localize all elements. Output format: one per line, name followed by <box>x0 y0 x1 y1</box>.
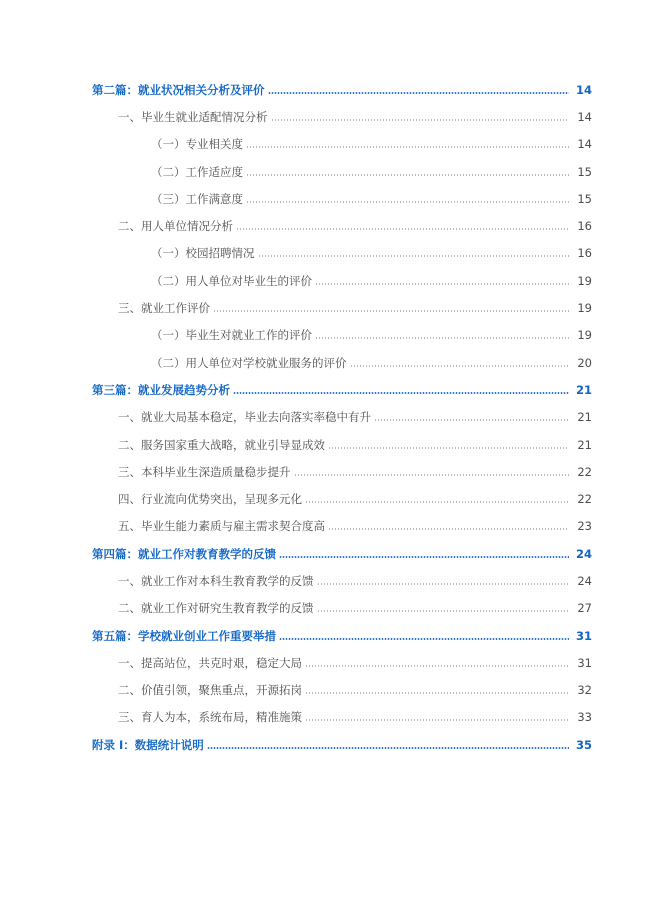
toc-page-number: 31 <box>577 655 592 670</box>
dot-leader <box>271 119 570 121</box>
dot-leader <box>317 610 570 612</box>
toc-entry-title: 一、就业工作对本科生教育教学的反馈 <box>118 573 314 588</box>
toc-page-number: 33 <box>577 710 592 725</box>
toc-part-heading[interactable] <box>0 376 662 403</box>
dot-leader <box>317 583 570 585</box>
toc-page-number: 23 <box>577 519 592 534</box>
toc-entry-title: （一）校园招聘情况 <box>151 246 255 261</box>
toc-entry-title: （三）工作满意度 <box>151 191 243 206</box>
toc-entry-title: （二）用人单位对毕业生的评价 <box>151 273 312 288</box>
toc-subsection-entry[interactable] <box>0 349 662 376</box>
toc-entry-title: 五、毕业生能力素质与雇主需求契合度高 <box>118 519 325 534</box>
toc-page-number: 15 <box>577 164 592 179</box>
toc-section-entry[interactable] <box>0 595 662 622</box>
toc-page-number: 16 <box>577 219 592 234</box>
toc-part-heading[interactable] <box>0 731 662 758</box>
toc-page-number: 24 <box>577 573 592 588</box>
toc-subsection-entry[interactable] <box>0 240 662 267</box>
toc-entry-title: 第三篇：就业发展趋势分析 <box>92 382 230 397</box>
dot-leader <box>328 528 569 530</box>
toc-page-number: 14 <box>577 137 592 152</box>
table-of-contents <box>0 76 662 758</box>
toc-entry-title: （二）用人单位对学校就业服务的评价 <box>151 355 347 370</box>
toc-entry-title: 二、服务国家重大战略，就业引导显成效 <box>118 437 325 452</box>
toc-section-entry[interactable] <box>0 704 662 731</box>
toc-entry-title: （二）工作适应度 <box>151 164 243 179</box>
toc-subsection-entry[interactable] <box>0 185 662 212</box>
dot-leader <box>305 665 569 667</box>
toc-page-number: 15 <box>577 191 592 206</box>
toc-section-entry[interactable] <box>0 404 662 431</box>
toc-section-entry[interactable] <box>0 649 662 676</box>
toc-entry-title: 第四篇：就业工作对教育教学的反馈 <box>92 546 276 561</box>
toc-entry-title: 第二篇：就业状况相关分析及评价 <box>92 82 265 97</box>
toc-subsection-entry[interactable] <box>0 131 662 158</box>
dot-leader <box>350 365 570 367</box>
toc-entry-title: 第五篇：学校就业创业工作重要举措 <box>92 628 276 643</box>
toc-entry-title: 一、就业大局基本稳定，毕业去向落实率稳中有升 <box>118 410 371 425</box>
toc-entry-title: 三、本科毕业生深造质量稳步提升 <box>118 464 291 479</box>
toc-page-number: 31 <box>575 628 592 643</box>
toc-entry-title: 三、育人为本，系统布局，精准施策 <box>118 710 302 725</box>
toc-page-number: 14 <box>577 109 592 124</box>
dot-leader <box>315 283 569 285</box>
dot-leader <box>294 474 570 476</box>
dot-leader <box>279 638 569 640</box>
toc-page-number: 20 <box>577 355 592 370</box>
dot-leader <box>305 692 569 694</box>
toc-section-entry[interactable] <box>0 513 662 540</box>
dot-leader <box>268 92 570 94</box>
toc-page-number: 22 <box>577 492 592 507</box>
toc-page-number: 24 <box>575 546 592 561</box>
toc-section-entry[interactable] <box>0 103 662 130</box>
dot-leader <box>246 201 569 203</box>
toc-section-entry[interactable] <box>0 485 662 512</box>
toc-entry-title: （一）专业相关度 <box>151 137 243 152</box>
dot-leader <box>305 719 569 721</box>
toc-entry-title: 二、价值引领，聚焦重点，开源拓岗 <box>118 683 302 698</box>
toc-page-number: 27 <box>577 601 592 616</box>
toc-entry-title: 三、就业工作评价 <box>118 301 210 316</box>
dot-leader <box>328 447 569 449</box>
dot-leader <box>315 337 569 339</box>
toc-section-entry[interactable] <box>0 431 662 458</box>
toc-section-entry[interactable] <box>0 458 662 485</box>
toc-entry-title: （一）毕业生对就业工作的评价 <box>151 328 312 343</box>
dot-leader <box>236 228 569 230</box>
toc-entry-title: 二、用人单位情况分析 <box>118 219 233 234</box>
dot-leader <box>374 419 569 421</box>
toc-section-entry[interactable] <box>0 677 662 704</box>
toc-section-entry[interactable] <box>0 294 662 321</box>
toc-entry-title: 一、毕业生就业适配情况分析 <box>118 109 268 124</box>
toc-subsection-entry[interactable] <box>0 158 662 185</box>
toc-page-number: 19 <box>577 301 592 316</box>
toc-entry-title: 二、就业工作对研究生教育教学的反馈 <box>118 601 314 616</box>
toc-page-number: 19 <box>577 328 592 343</box>
dot-leader <box>279 556 569 558</box>
toc-subsection-entry[interactable] <box>0 322 662 349</box>
toc-page-number: 22 <box>577 464 592 479</box>
toc-entry-title: 一、提高站位，共克时艰，稳定大局 <box>118 655 302 670</box>
toc-entry-title: 附录 I：数据统计说明 <box>92 737 204 752</box>
toc-part-heading[interactable] <box>0 76 662 103</box>
toc-entry-title: 四、行业流向优势突出，呈现多元化 <box>118 492 302 507</box>
dot-leader <box>233 392 569 394</box>
toc-section-entry[interactable] <box>0 567 662 594</box>
toc-subsection-entry[interactable] <box>0 267 662 294</box>
dot-leader <box>246 174 569 176</box>
toc-page-number: 21 <box>577 410 592 425</box>
toc-part-heading[interactable] <box>0 540 662 567</box>
toc-page-number: 35 <box>575 737 592 752</box>
dot-leader <box>258 255 570 257</box>
toc-section-entry[interactable] <box>0 212 662 239</box>
toc-page-number: 16 <box>577 246 592 261</box>
toc-page-number: 19 <box>577 273 592 288</box>
dot-leader <box>207 747 569 749</box>
toc-page-number: 32 <box>577 683 592 698</box>
toc-part-heading[interactable] <box>0 622 662 649</box>
toc-page-number: 21 <box>577 437 592 452</box>
toc-page-number: 14 <box>575 82 592 97</box>
dot-leader <box>246 146 569 148</box>
toc-page-number: 21 <box>575 382 592 397</box>
dot-leader <box>305 501 569 503</box>
dot-leader <box>213 310 569 312</box>
